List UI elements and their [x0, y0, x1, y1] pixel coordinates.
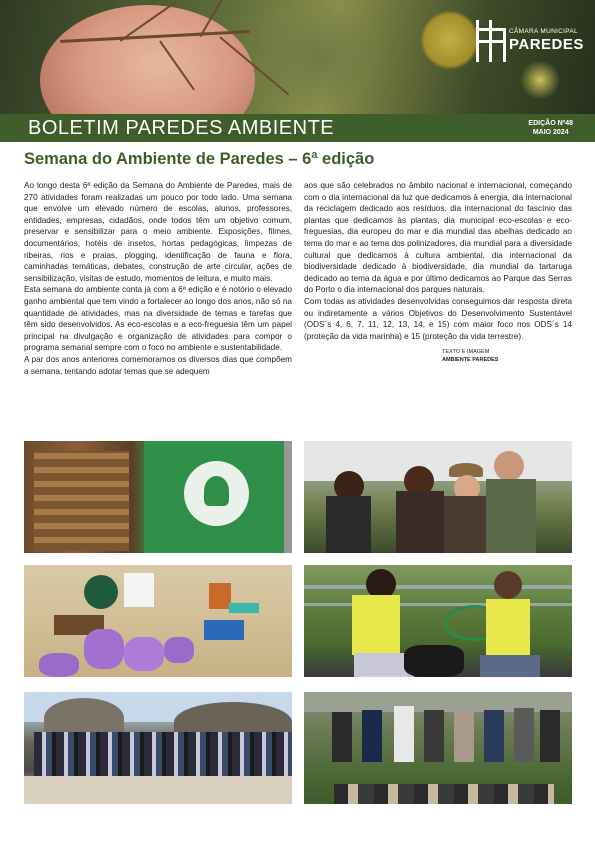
litter-collection-photo [304, 565, 572, 677]
scouts-planting-photo [304, 441, 572, 553]
insect-hotel-and-eco-schools-flag-photo [24, 441, 292, 553]
edition-info [528, 119, 573, 137]
header-hero-photo [0, 0, 595, 114]
group-hike-photo [24, 692, 292, 804]
title-banner [0, 114, 595, 142]
article-paragraph: A par dos anos anteriores comemoramos os diversos dias que compõem a semana, tentando adotar temas que se adequem [24, 354, 292, 376]
article-paragraph: Esta semana do ambiente conta já com a 6ª edição e é notório o elevado ganho ambiental que tem vindo a fortalecer ao longo dos anos, não só na quantidade de atividades, mas na diversidade de temas e tarefas que têm sido desenvolvidos. As eco-escolas e a eco-freguesia têm um papel principal na divulgação e organização de atividades para compor o programa semanal sempre com o foco no ambiente e sustentabilidade. [24, 285, 292, 353]
article-headline: Semana do Ambiente de Paredes – 6ª edição [24, 150, 375, 168]
municipality-logo[interactable] [476, 18, 584, 64]
edition-number: EDIÇÃO Nº48 [528, 120, 573, 127]
logo-subtitle: CÂMARA MUNICIPAL [509, 28, 578, 35]
edition-date: MAIO 2024 [532, 129, 569, 136]
newsletter-title: BOLETIM PAREDES AMBIENTE [28, 117, 335, 139]
credit-label: TEXTO E IMAGEM [442, 349, 490, 356]
article-paragraph: Ao longo desta 6ª edição da Semana do Ambiente de Paredes, mais de 270 atividades foram realizadas um pouco por todo lado. Uma semana que envolve um elevado número de escolas, alunos, professores, entidades, empresas, cidadãos, onde todos têm um objetivo comum, preservar e sensibilizar para o meio ambiente. Exposições, filmes, documentários, hotéis de insetos, hortas pedagógicas, limpezas de ribeiras, rios e praias, plogging, identificação de fauna e flora, caminhadas temáticas, debates, construção de arte circular, ações de sensibilização, visitas de estudo, momentos de leitura, e muito mais. [24, 181, 292, 283]
article-column-left [24, 180, 292, 377]
article-credit [442, 348, 572, 364]
article-paragraph: aos que são celebrados no âmbito nacional e internacional, começando com o dia internacional da luz que dedicamos à energia, dia internacional da reciclagem dedicado aos resíduos, dia internacional do fascínio das plantas que dedicamos às plantas, dia municipal eco-escolas e eco-freguesias, dia europeu do mar e dia mundial das abelhas dedicado ao tema do mar e ao tema dos polinizadores, dia mundial para a diversidade cultural que dedicamos à cultura ambiental, dia internacional da biodiversidade dedicado à biodiversidade, dia mundial da tartaruga dedicado ao tema da água e por último dedicamos ao Parque das Serras do Porto o dia internacional dos parques naturais. [304, 181, 572, 295]
outdoor-group-activity-photo [304, 692, 572, 804]
article-column-right [304, 180, 572, 364]
credit-name: AMBIENTE PAREDES [442, 357, 499, 364]
article-paragraph: Com todas as atividades desenvolvidas conseguimos dar resposta direta ou indiretamente a vários Objetivos do Desenvolvimento Sustentável (ODS´s 4, 6, 7, 11, 12, 13, 14, e 15) com maior foco nos ODS´s 14 (proteção da vida marinha) e 15 (proteção da vida terrestre). [304, 296, 572, 341]
logo-title: PAREDES [509, 36, 584, 53]
logo-mark-icon [476, 20, 506, 62]
beach-cleanup-bags-photo [24, 565, 292, 677]
